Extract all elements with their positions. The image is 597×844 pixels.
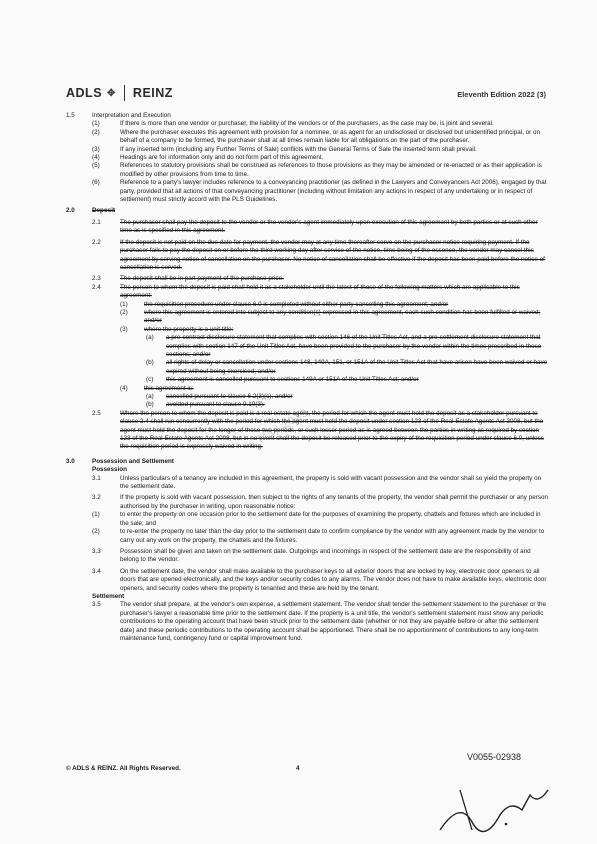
- clause-2-4-3-subitem: [66, 359, 550, 376]
- item-text: References to statutory provisions shall be construed as references to those provisions as they may be amended or re-enacted or as their application is modified by other provisions from time to time.: [120, 162, 542, 178]
- date-stamp: May 2023: [255, 406, 311, 446]
- item-number: (4): [120, 384, 128, 392]
- item-text: Headings are for information only and do not form part of this agreement.: [120, 154, 324, 162]
- clause-2-1: [66, 219, 550, 236]
- item-text: If there is more than one vendor or purchaser, the liability of the vendors or of the purchasers, as the case may be, is joint and several.: [120, 120, 494, 128]
- clause-text: Unless particulars of a tenancy are included in this agreement, the property is sold with vacant possession and the vendor shall so yield the property on the settlement date.: [120, 474, 542, 491]
- logo-adls: ADLS: [66, 86, 103, 100]
- clause-text: Possession shall be given and taken on the settlement date. Outgoings and incomings in respect of the settlement date are the responsibility of and belong to the vendor.: [120, 547, 531, 564]
- item-text: Reference to a party's lawyer includes reference to a conveyancing practitioner (as defined in the Lawyers and Conveyancers Act 2006), engaged by that party, provided that all actions of that conveyancing practitioner (including without limitation any actions in respect of any undertaking or in respect of settlement) must strictly accord with the PLS Guidelines.: [120, 179, 547, 204]
- clause-1-5-item: [66, 179, 550, 204]
- clause-2-4-4-subitem: [66, 393, 550, 401]
- clause-3-3: [66, 548, 550, 565]
- item-text: If any inserted term (including any Further Terms of Sale) conflicts with the General Terms of Sale the inserted term shall prevail.: [120, 145, 477, 153]
- item-text: to re-enter the property no later than the day prior to the settlement date to confirm compliance by the vendor with any agreement made by the vendor to carry out any work on the property, the chattels and the fixtures.: [120, 528, 545, 544]
- item-text: this agreement is:: [144, 384, 194, 392]
- item-number: (4): [92, 154, 100, 162]
- handwritten-signature: [430, 760, 560, 840]
- page-header: [66, 85, 546, 107]
- page-number: 4: [296, 765, 300, 772]
- item-number: (1): [92, 511, 100, 519]
- clause-1-5: [66, 112, 550, 120]
- item-text: avoided pursuant to clause 9.10(3).: [166, 401, 265, 409]
- item-number: (c): [146, 376, 154, 384]
- clause-text: The purchaser shall pay the deposit to the vendor or the vendor's agent immediately upon execution of this agreement by both parties or at such other time as is specified in this agreement.: [120, 218, 538, 235]
- section-title: Possession and Settlement: [92, 457, 174, 465]
- clause-2-4-3-subitem: [66, 376, 550, 384]
- clause-number: 2.1: [92, 218, 101, 226]
- item-text: cancelled pursuant to clause 6.2(3)(c); and/or: [166, 393, 293, 400]
- section-number: 2.0: [66, 207, 75, 215]
- clause-1-5-item: [66, 146, 550, 154]
- clause-text: The person to whom the deposit is paid shall hold it as a stakeholder until the latest of those of the following matters which are applicable to this agreement:: [120, 283, 520, 300]
- clause-2-4-item: [66, 309, 550, 326]
- item-text: to enter the property on one occasion prior to the settlement date for the purposes of examining the property, chattels and fixtures which are included in the sale; and: [120, 511, 541, 527]
- clause-2-4-4-subitem: [66, 401, 550, 409]
- clause-3-4: [66, 568, 550, 593]
- item-number: (a): [146, 334, 154, 342]
- crest-icon: ✥: [107, 87, 116, 99]
- document-number: V0055-02938: [467, 752, 522, 762]
- item-text: this agreement is cancelled pursuant to sections 149A or 151A of the Unit Titles Act; and/or: [166, 376, 419, 384]
- section-number: 3.0: [66, 457, 75, 465]
- logo-reinz: REINZ: [132, 86, 173, 100]
- item-number: (6): [92, 179, 100, 187]
- clause-text: If the deposit is not paid on the due date for payment, the vendor may at any time thereafter serve on the purchaser notice requiring payment. If the purchaser fails to pay the deposit on or before the third working day after service of the notice, time being of the essence, the vendor may cancel this agreement by serving notice of cancellation on the purchaser. No notice of cancellation shall be effective if the deposit has been paid before the notice of cancellation is served.: [120, 238, 545, 271]
- clause-number: 3.2: [92, 494, 101, 502]
- clause-2-4-item-4: [66, 385, 550, 393]
- clause-number: 2.5: [92, 409, 101, 417]
- clause-3-5: [66, 601, 550, 643]
- clause-3-2-item: [66, 528, 550, 545]
- clause-number: 1.5: [66, 112, 75, 119]
- clause-text: On the settlement date, the vendor shall make available to the purchaser keys to all exterior doors that are locked by key, electronic door openers to all doors that are opened electronically, and the keys and/or security codes to any alarms. The vendor does not have to make available keys, electronic door openers, and security codes where the property is tenanted and these are held by the tenant.: [120, 567, 547, 592]
- item-number: (2): [92, 528, 100, 536]
- item-number: (1): [92, 120, 100, 128]
- clause-text: The vendor shall prepare, at the vendor's own expense, a settlement statement. The vendor shall tender the settlement statement to the purchaser or the purchaser's lawyer a reasonable time prior to the settlement date. If the property is a unit title, the vendor's settlement statement must show any periodic contributions to the operating account that have been struck prior to the settlement date (whether or not they are payable before or after the settlement date) and these periodic contributions to the operating account shall be apportioned. There shall be no apportionment of contributions to any long-term maintenance fund, contingency fund or capital improvement fund.: [120, 601, 547, 642]
- clause-2-2: [66, 239, 550, 273]
- clause-2-3: [66, 275, 550, 283]
- item-number: (a): [146, 393, 154, 400]
- clause-2-4-item: [66, 326, 550, 334]
- item-number: (2): [92, 128, 100, 136]
- adls-reinz-logo: [66, 85, 173, 101]
- clause-number: 3.3: [92, 547, 101, 555]
- section-2-0: [66, 207, 550, 215]
- clause-1-5-item: [66, 154, 550, 162]
- item-number: (b): [146, 359, 154, 367]
- item-number: (2): [120, 308, 128, 316]
- item-number: (3): [92, 145, 100, 153]
- clause-1-5-item: [66, 120, 550, 128]
- item-text: where this agreement is entered into subject to any condition(s) expressed in this agreement, each such condition has been fulfilled or waived; and/or: [144, 308, 541, 325]
- edition-label: Eleventh Edition 2022 (3): [457, 90, 546, 99]
- clause-number: 3.1: [92, 474, 101, 482]
- item-text: where the property is a unit title:: [144, 325, 234, 333]
- item-text: Where the purchaser executes this agreement with provision for a nominee, or as agent for an undisclosed or disclosed but unidentified principal, or on behalf of a company to be formed, the purchaser shall at all times remain liable for all obligations on the part of the purchaser.: [120, 128, 541, 145]
- clause-1-5-item: [66, 162, 550, 179]
- item-text: all rights of delay or cancellation under sections 148, 149A, 151, or 151A of the Unit Titles Act that have arisen have been waived or have expired without being exercised; and/or: [166, 359, 548, 375]
- clause-text: If the property is sold with vacant possession, then subject to the rights of any tenants of the property, the vendor shall permit the purchaser or any person authorised by the purchaser in writing, upon reasonable notice:: [120, 494, 548, 510]
- document-body: [66, 112, 550, 643]
- clause-title: Interpretation and Execution: [92, 112, 171, 119]
- section-title: Deposit: [92, 207, 116, 215]
- clause-2-4-3-subitem: [66, 334, 550, 359]
- item-text: a pre-contract disclosure statement that complies with section 146 of the Unit Titles Act, and a pre-settlement disclosure statement that complies with section 147 of the Unit Titles Act, have been provided to the purchaser by the vendor within the times prescribed in those sections; and/or: [166, 334, 542, 358]
- logo-divider: [124, 85, 125, 101]
- clause-1-5-item: [66, 129, 550, 146]
- clause-3-1: [66, 475, 550, 492]
- clause-text: Where the person to whom the deposit is paid is a real estate agent, the period for which the agent must hold the deposit as a stakeholder pursuant to clause 2.4 shall run concurrently with the period for which the agent must hold the deposit under section 123 of the Real Estate Agents Act 2008, but the agent must hold the deposit for the longer of those two periods, or such lesser period as is agreed between the parties in writing as required by section 123 of the Real Estate Agents Act 2008, but in no event shall the deposit be released prior to the expiry of the requisition period under clause 6.0, unless the requisition period is expressly waived in writing.: [120, 409, 544, 451]
- item-number: (3): [120, 325, 128, 333]
- clause-3-2: [66, 494, 550, 511]
- clause-number: 2.4: [92, 283, 101, 291]
- item-text: the requisition procedure under clause 6.0 is completed without either party cancelling this agreement; and/or: [144, 300, 449, 308]
- item-number: (1): [120, 300, 128, 308]
- clause-3-2-item: [66, 511, 550, 528]
- clause-2-4-item: [66, 301, 550, 309]
- clause-number: 2.2: [92, 238, 101, 246]
- copyright-text: © ADLS & REINZ. All Rights Reserved.: [66, 765, 181, 772]
- clause-number: 3.4: [92, 567, 101, 575]
- possession-heading: Possession: [92, 466, 127, 474]
- section-3-0: [66, 458, 550, 466]
- clause-text: The deposit shall be in part payment of the purchase price.: [120, 275, 284, 283]
- settlement-heading: Settlement: [92, 592, 125, 600]
- item-number: (b): [146, 401, 154, 409]
- item-number: (5): [92, 162, 100, 170]
- clause-number: 3.5: [92, 601, 101, 609]
- clause-2-4: [66, 284, 550, 301]
- clause-number: 2.3: [92, 275, 101, 283]
